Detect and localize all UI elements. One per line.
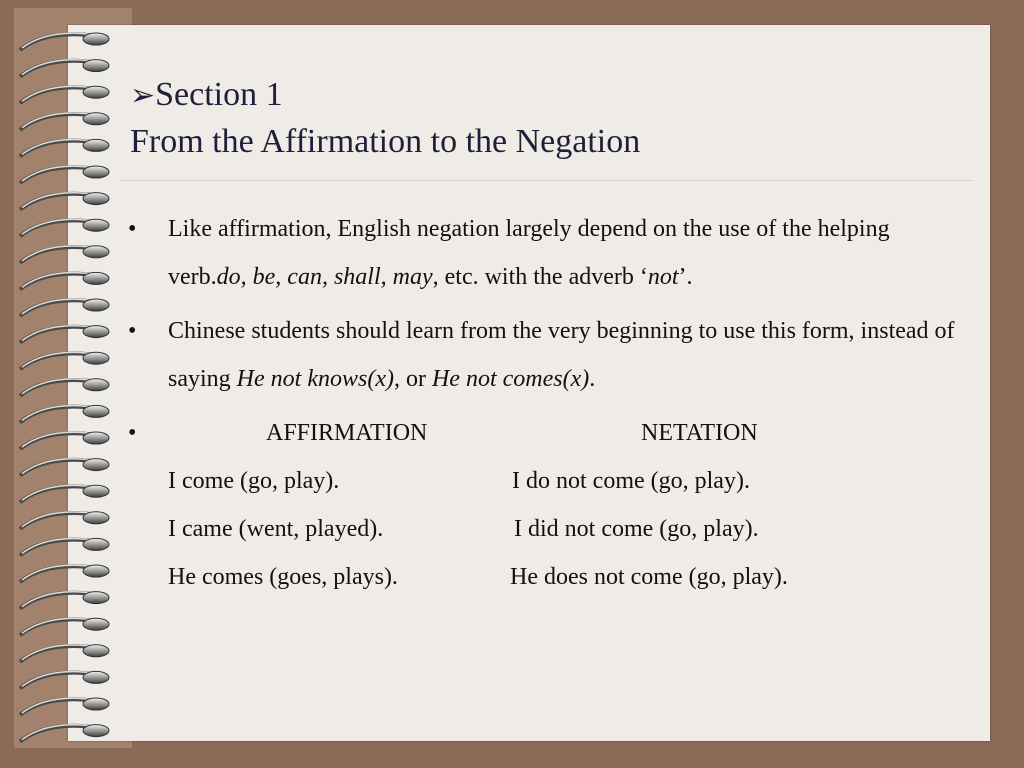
title-line-2: From the Affirmation to the Negation xyxy=(130,123,641,160)
spiral-coil xyxy=(20,459,109,476)
spiral-coil xyxy=(20,645,109,662)
spiral-coil xyxy=(20,60,109,77)
bullet-2-text-2: , or xyxy=(393,366,432,392)
title-divider xyxy=(120,180,972,181)
comparison-header xyxy=(168,409,968,457)
bullet-dot: • xyxy=(128,318,137,344)
spiral-coil xyxy=(20,86,109,103)
spiral-coil xyxy=(20,432,109,449)
title-line-1 xyxy=(130,72,970,119)
spiral-coil xyxy=(20,592,109,609)
spiral-coil xyxy=(20,485,109,502)
spiral-coil xyxy=(20,379,109,396)
bullet-2-italic-2: He not comes(x) xyxy=(431,366,590,392)
bullet-2-text: Chinese students should learn from the very beginning to use this form, instead of saying xyxy=(168,318,955,392)
affirmation-cell: I came (went, played). xyxy=(168,516,384,542)
spiral-coil xyxy=(20,33,109,50)
bullet-1 xyxy=(128,205,968,301)
spiral-coil xyxy=(20,113,109,130)
spiral-coil xyxy=(20,326,109,343)
spiral-coil xyxy=(20,272,109,289)
affirmation-header: AFFIRMATION xyxy=(266,420,428,446)
affirmation-cell: He comes (goes, plays). xyxy=(168,564,398,590)
slide-title xyxy=(130,72,970,165)
bullet-1-italic: do, be, can, shall, may xyxy=(216,264,433,290)
spiral-coil xyxy=(20,671,109,688)
arrow-bullet-icon: ➢ xyxy=(130,78,156,113)
comparison-row xyxy=(168,457,968,505)
spiral-coil xyxy=(20,352,109,369)
affirmation-cell: I come (go, play). xyxy=(168,468,340,494)
negation-cell: He does not come (go, play). xyxy=(510,564,788,590)
spiral-coil xyxy=(20,139,109,156)
bullet-1-text: Like affirmation, English negation largely depend on the use of the helping verb. xyxy=(168,216,890,290)
section-label: Section 1 xyxy=(155,76,283,113)
bullet-1-text-3: ’. xyxy=(678,264,693,290)
bullet-2 xyxy=(128,307,968,403)
spiral-coil xyxy=(20,246,109,263)
negation-cell: I did not come (go, play). xyxy=(514,516,759,542)
spiral-coil xyxy=(20,405,109,422)
spiral-binding-icon xyxy=(0,0,130,768)
negation-header: NETATION xyxy=(641,420,758,446)
bullet-2-italic: He not knows(x) xyxy=(236,366,394,392)
spiral-coil xyxy=(20,565,109,582)
bullet-dot: • xyxy=(128,216,137,242)
spiral-coil xyxy=(20,618,109,635)
spiral-coil xyxy=(20,299,109,316)
spiral-coil xyxy=(20,166,109,183)
bullet-dot: • xyxy=(128,420,137,446)
bullet-1-italic-2: not xyxy=(647,264,679,290)
bullet-2-text-3: . xyxy=(589,366,596,392)
spiral-coil xyxy=(20,193,109,210)
bullet-1-text-2: , etc. with the adverb ‘ xyxy=(432,264,648,290)
slide-body xyxy=(128,205,968,607)
comparison-row xyxy=(168,553,968,601)
negation-cell: I do not come (go, play). xyxy=(512,468,750,494)
spiral-coil xyxy=(20,698,109,715)
spiral-coil xyxy=(20,538,109,555)
comparison-row xyxy=(168,505,968,553)
spiral-coil xyxy=(20,725,109,742)
spiral-coil xyxy=(20,512,109,529)
spiral-coil xyxy=(20,219,109,236)
bullet-3 xyxy=(128,409,968,601)
